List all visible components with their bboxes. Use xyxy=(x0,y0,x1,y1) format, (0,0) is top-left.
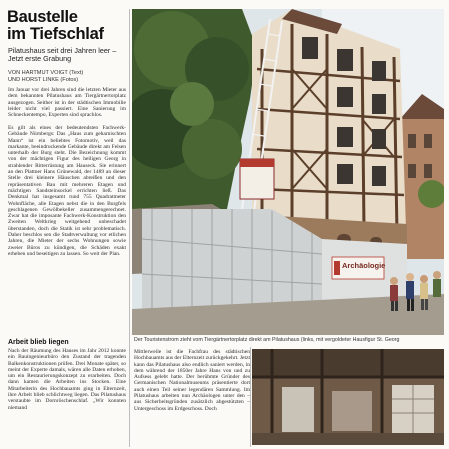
column-divider-2 xyxy=(250,347,251,447)
interior-photo-illustration xyxy=(252,349,444,445)
article-byline xyxy=(8,70,126,83)
byline-photos: UND HORST LINKE (Fotos) xyxy=(8,76,79,83)
archaeology-sign-label: Archäologie xyxy=(342,261,386,270)
article-body-column-1b: Nach der Räumung des Hauses im Jahr 2012 konnte ein Bauingenieurbüro den Zustand der tragenden Balkenkonstruktionen prüfen. Drei Monate später, so meint der Experte damals, wären alle Daten erhoben, um ein Restaurierungskonzept zu erarbeiten. Doch dann kamen die Arbeiten ins Stocken. Eine Mitarbeiterin des Hochbauamts ging in Elternzeit, ihre Arbeit blieb schlichtweg liegen. Das Pilatushaus verstaubte im Dornröschenschlaf. „Wir konnten niemand xyxy=(8,348,126,411)
interior-photo xyxy=(252,349,444,445)
article-headline xyxy=(7,9,127,43)
article-subhead: Pilatushaus seit drei Jahren leer – Jetzt erste Grabung xyxy=(8,46,117,63)
pilatushaus-photo xyxy=(132,9,444,335)
photo-caption: Der Touristenstrom zieht vom Tiergärtnertorplatz direkt am Pilatushaus (links, mit vergoldeter Hausfigur St. Georg xyxy=(134,337,400,343)
article-body-column-1: Es gilt als eines der bedeutendsten Fachwerk-Gebäude Nürnbergs: Das „Haus zum geharnischten Mann“ ist ein beliebtes Fotomotiv, weil das markante, beeindruckende Gebäude direkt am Felsen unterhalb der Burg steht. Die Bezeichnung kommt von der mächtigen Figur des heiligen Georg in strahlender Ritterrüstung am Hauseck. Sie erinnert an den Plattner Hans Grünewald, der 1489 an dieser Stelle drei kleinere Häuschen abreißen und den repräsentativen Bau mit mehreren Etagen und mächtigen Sandsteinsockel errichten ließ. Das Denkmal hat insgesamt rund 755 Quadratmeter Wohnfläche, alle Etagen nebst die in den Burgfels geschlagenen Gewölbekeller zusammengerechnet. Zwar hat die imposante Fachwerk-Konstruktion den Zweiten Weltkrieg weitgehend unbeschadet überstanden, doch die Statik ist sehr problematisch. Daher beschlos sen die Stadtverwaltung vor etlichen Jahren, die Mieter der sechs Wohnungen sowie zweier Büros zu kündigen, die Schäden exakt erheben und beseitigen zu lassen. So weit der Plan. xyxy=(8,125,126,257)
headline-line-2: im Tiefschlaf xyxy=(7,25,104,43)
column-divider xyxy=(129,9,130,447)
byline-text: VON HARTMUT VOIGT (Text) xyxy=(8,70,84,76)
article-lead: Im Januar vor drei Jahren sind die letzten Mieter aus dem bekannten Pilatushaus am Tiergärtnertorplatz ausgezogen. Seither ist in der städtischen Immobilie leider nicht viel passiert. Eine Sanierung im Schneckentempo, Experten sind sprachlos. xyxy=(8,87,126,119)
section-heading: Arbeit blieb liegen xyxy=(8,339,69,346)
article-body-column-2: Mittlerweile ist die Fachfrau des städtischen Hochbauamts aus der Elternzeit zurückgekehrt. Jetzt kann das Pilatushaus also endlich saniert werden, in dem während der 1850er Jahre Hans von und zu Aufsess gelebt hatte. Der berühmte Gründer des Germanischen Nationalmuseums präsentierte dort auch einen Teil seiner legendären Sammlung. Im Pilatushaus arbeiten nun Archäologen unter den – aus Sicherheitsgründen zusätzlich abgestützten – Untergeschoss im Erdgeschoss. Doch xyxy=(134,349,250,412)
headline-line-1: Baustelle xyxy=(7,8,78,26)
pilatushaus-photo-illustration xyxy=(132,9,444,335)
